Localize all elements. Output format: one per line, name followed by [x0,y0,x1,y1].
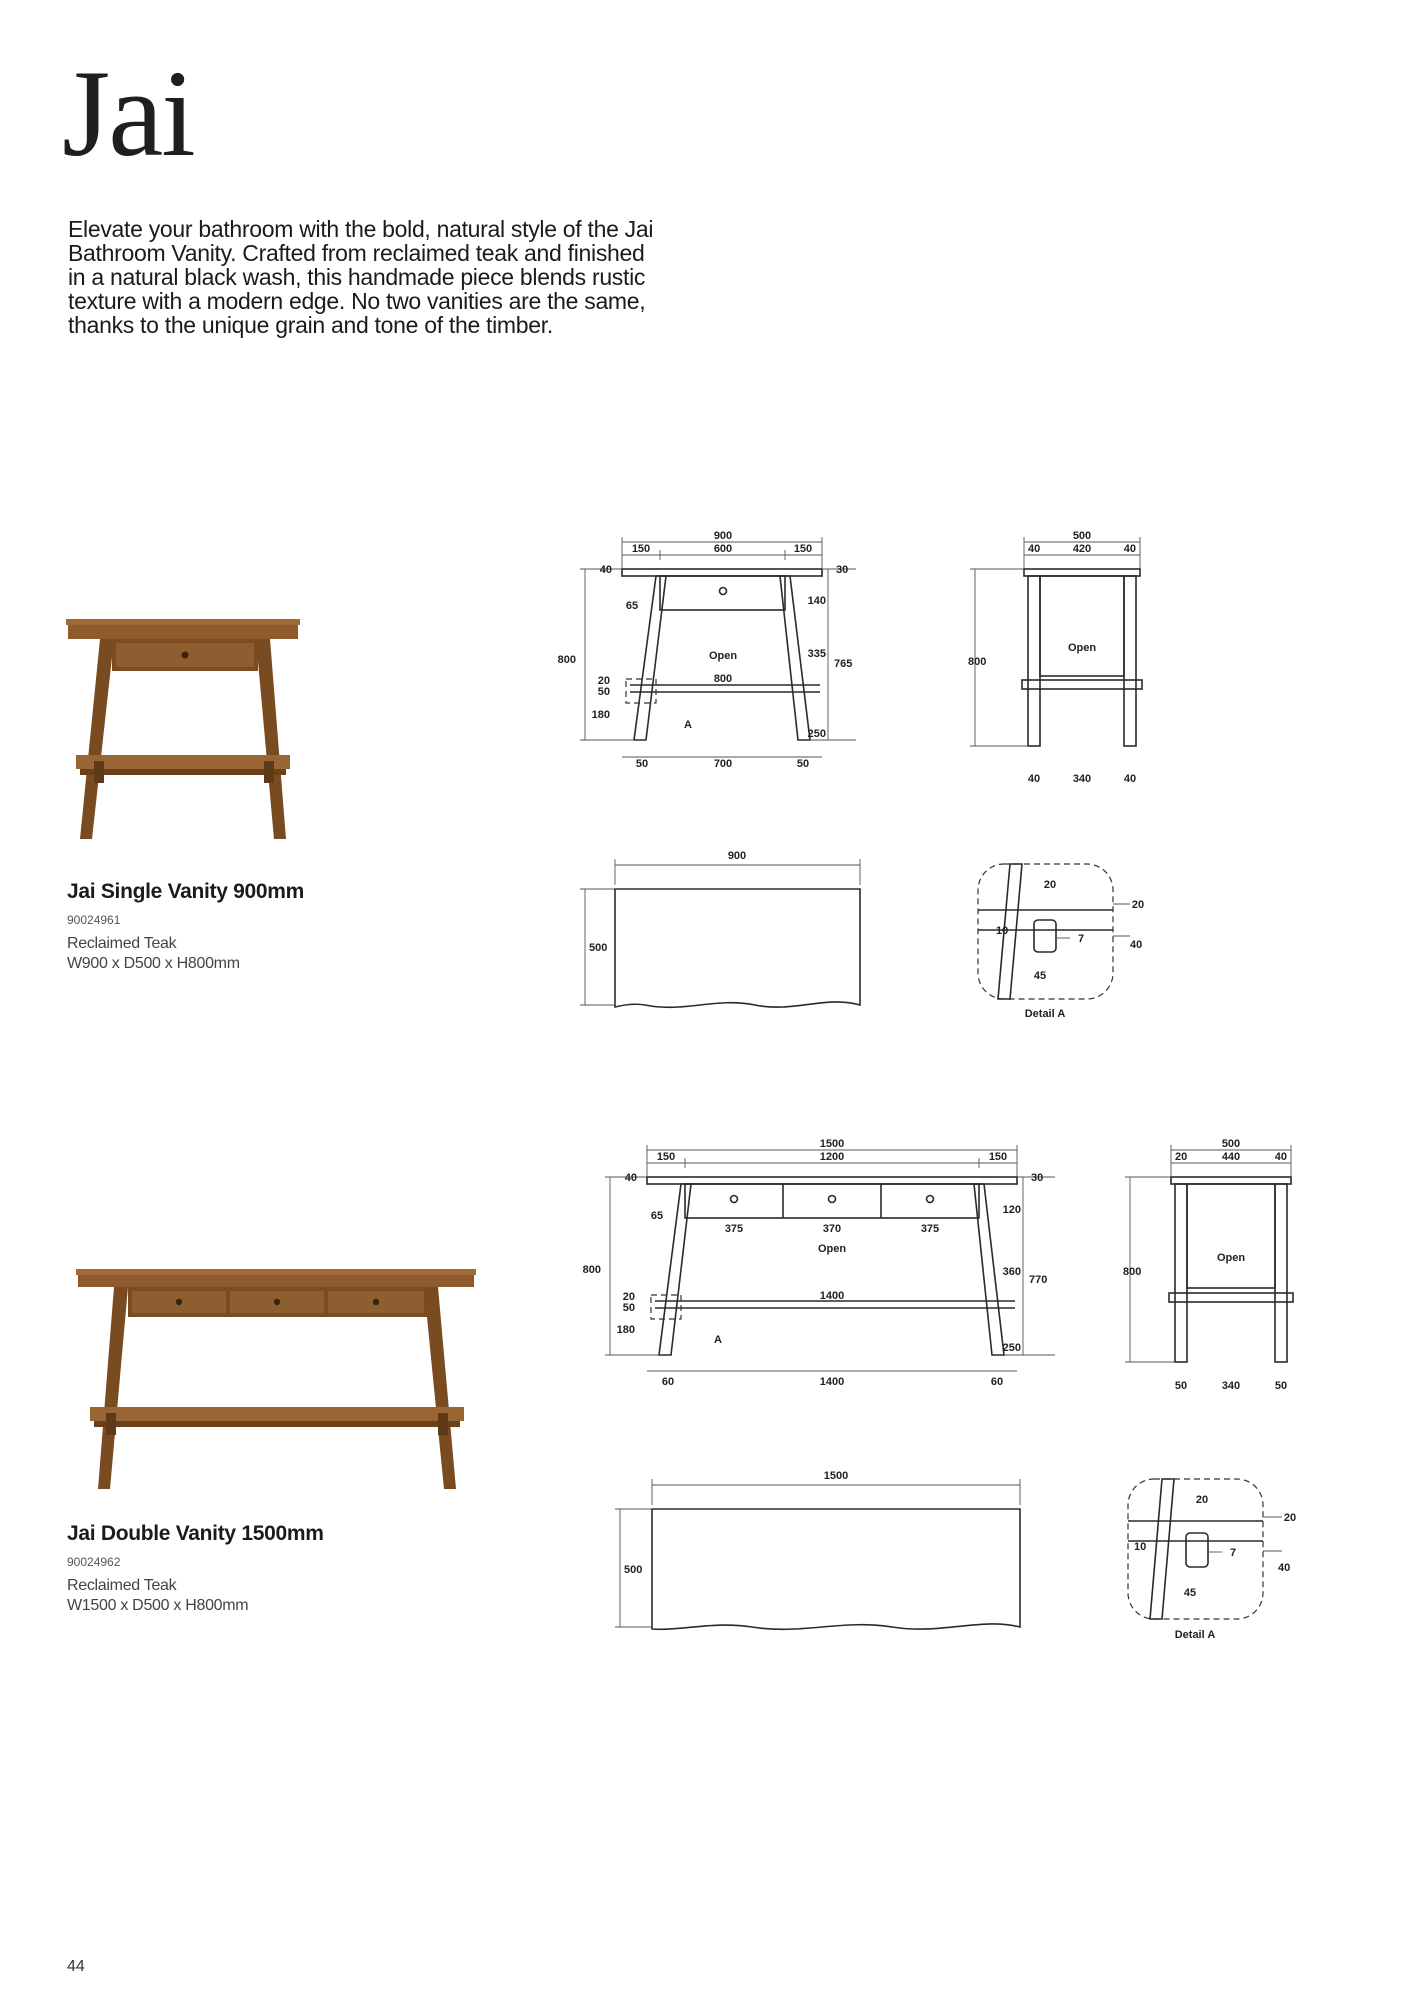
dim-side-left: 150 [656,1151,676,1163]
dim-inner: 1200 [819,1151,845,1163]
dim-top: 40 [599,564,612,576]
double-plan-view-drawing [612,1465,1037,1645]
dim-apron: 140 [807,595,826,607]
dim-drawer-left: 375 [724,1223,744,1235]
dim-base-left: 40 [1027,773,1041,785]
label-open: Open [1067,642,1097,654]
dim-opening: 335 [807,648,826,660]
dim-side-right: 150 [988,1151,1008,1163]
double-front-elevation-drawing [582,1133,1105,1418]
dim-detail-5: 40 [1278,1562,1291,1574]
dim-joint-1: 20 [597,675,610,687]
dim-inner: 420 [1072,543,1092,555]
label-open: Open [708,650,738,662]
dim-detail-2: 20 [1283,1512,1297,1524]
single-side-elevation-drawing [960,525,1160,800]
dim-base-center: 700 [713,758,733,770]
dim-right: 40 [1274,1151,1287,1163]
intro-line: thanks to the unique grain and tone of the timber. [68,312,553,338]
dim-base-left: 50 [1174,1380,1188,1392]
intro-line: Bathroom Vanity. Crafted from reclaimed teak and finished [68,240,645,266]
dim-base-right: 60 [990,1376,1004,1388]
dim-base-right: 50 [1274,1380,1288,1392]
dim-detail-5: 40 [1130,939,1143,951]
dim-leg-inset: 65 [650,1210,664,1222]
dim-left: 20 [1175,1151,1188,1163]
dim-right: 40 [1123,543,1136,555]
dim-top-right: 30 [1031,1172,1044,1184]
dim-detail-1: 20 [1195,1494,1209,1506]
dim-base-right: 50 [796,758,810,770]
double-side-elevation-drawing [1115,1133,1315,1418]
page-title: Jai [62,45,194,182]
detail-marker: A [714,1334,722,1346]
double-vanity-photo [76,1265,478,1490]
dim-detail-6: 45 [1183,1587,1197,1599]
dim-detail-2: 20 [1131,899,1145,911]
dim-shelf: 800 [713,673,733,685]
product-material: Reclaimed Teak [67,935,177,952]
product-name: Jai Double Vanity 1500mm [67,1522,324,1545]
product-code: 90024962 [67,1555,121,1569]
dim-detail-4: 7 [1078,933,1085,945]
dim-detail-3: 10 [1134,1541,1147,1553]
dim-plan-depth: 500 [624,1564,643,1576]
dim-detail-4: 7 [1230,1547,1237,1559]
dim-total: 1500 [819,1138,845,1150]
product-dimensions: W1500 x D500 x H800mm [67,1597,249,1614]
page-number: 44 [67,1958,85,1975]
intro-line: Elevate your bathroom with the bold, natural style of the Jai [68,216,654,242]
dim-base-center: 340 [1072,773,1092,785]
dim-top: 40 [624,1172,637,1184]
dim-shelf: 1400 [819,1290,845,1302]
single-plan-view-drawing [575,845,875,1020]
dim-detail-3: 10 [996,925,1009,937]
dim-base-center: 340 [1221,1380,1241,1392]
dim-base-left: 60 [661,1376,675,1388]
dim-inner: 440 [1221,1151,1241,1163]
product-dimensions: W900 x D500 x H800mm [67,955,240,972]
dim-opening: 360 [1002,1266,1021,1278]
intro-line: in a natural black wash, this handmade piece blends rustic [68,264,646,290]
dim-apron: 120 [1002,1204,1021,1216]
label-open: Open [1216,1252,1246,1264]
dim-joint-2: 50 [597,686,610,698]
dim-plan-depth: 500 [589,942,608,954]
dim-height: 800 [582,1264,601,1276]
detail-marker: A [684,719,692,731]
intro-paragraph [68,217,718,337]
dim-detail-1: 20 [1043,879,1057,891]
dim-side-left: 150 [631,543,651,555]
dim-base-left: 50 [635,758,649,770]
dim-inner: 600 [713,543,733,555]
dim-joint-2: 50 [622,1302,635,1314]
dim-top-right: 30 [836,564,849,576]
dim-inner-height: 770 [1029,1274,1048,1286]
dim-total: 500 [1072,530,1092,542]
dim-left: 40 [1028,543,1041,555]
dim-detail-6: 45 [1033,970,1047,982]
dim-base-center: 1400 [819,1376,845,1388]
intro-line: texture with a modern edge. No two vanities are the same, [68,288,646,314]
double-detail-a-drawing [1120,1475,1310,1645]
dim-drawer-right: 375 [920,1223,940,1235]
dim-total: 500 [1221,1138,1241,1150]
dim-height: 800 [1123,1266,1142,1278]
dim-inner-height: 765 [834,658,853,670]
dim-low: 180 [616,1324,635,1336]
dim-base-right: 40 [1123,773,1137,785]
dim-plan-width: 1500 [823,1470,849,1482]
product-material: Reclaimed Teak [67,1577,177,1594]
single-front-elevation-drawing [557,525,930,800]
product-code: 90024961 [67,913,121,927]
dim-height: 800 [968,656,987,668]
dim-total: 900 [713,530,733,542]
dim-drawer-center: 370 [822,1223,842,1235]
dim-plan-width: 900 [727,850,747,862]
label-open: Open [817,1243,847,1255]
product-name: Jai Single Vanity 900mm [67,880,305,903]
dim-low: 180 [591,709,610,721]
dim-foot: 250 [1002,1342,1021,1354]
dim-side-right: 150 [793,543,813,555]
dim-joint-1: 20 [622,1291,635,1303]
dim-foot: 250 [807,728,826,740]
single-detail-a-drawing [970,860,1160,1025]
dim-height: 800 [557,654,576,666]
dim-leg-inset: 65 [625,600,639,612]
detail-label: Detail A [1174,1629,1216,1641]
single-vanity-photo [66,615,302,840]
detail-label: Detail A [1024,1008,1066,1020]
